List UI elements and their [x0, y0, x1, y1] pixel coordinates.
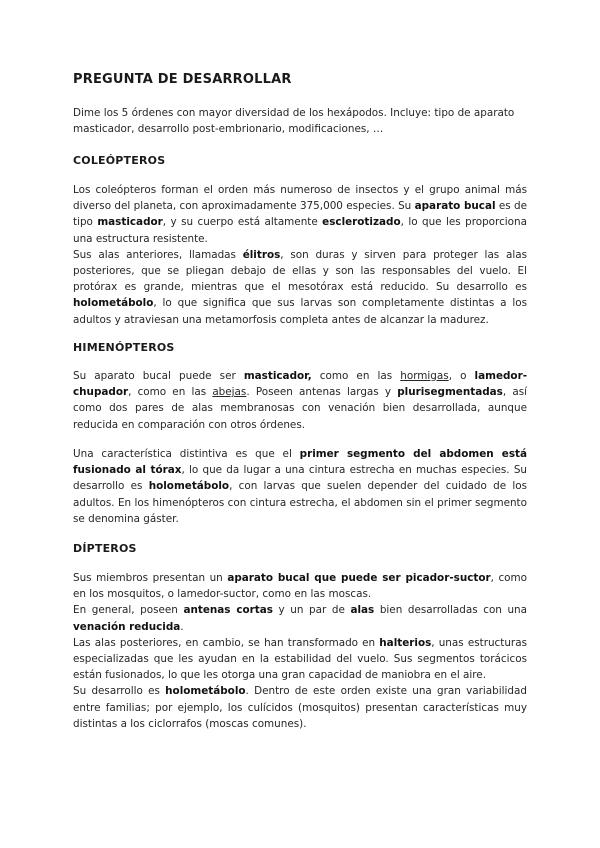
text-run: Sus miembros presentan un	[73, 572, 228, 584]
text-run: .	[180, 620, 184, 633]
text-run: Las alas posteriores, en cambio, se han transformado en	[73, 636, 380, 649]
bold-term: aparato bucal	[414, 200, 496, 213]
text-run: , como en los mosquitos, o lamedor-suctor, como en las moscas.	[73, 572, 527, 601]
text-run: Su aparato bucal puede ser	[73, 370, 244, 382]
text-run: Una característica distintiva es que el	[73, 448, 300, 460]
underlined-term: hormigas	[400, 370, 449, 382]
bold-term: masticador,	[243, 370, 312, 382]
bold-term: esclerotizado	[322, 216, 401, 229]
text-run: . Poseen antenas largas y	[246, 386, 398, 399]
text-run: , así como dos pares de alas membranosas con venación bien desarrollada, aunque reducida en comparación con otros órdenes.	[73, 386, 528, 431]
text-run: , con larvas que suelen depender del cuidado de los adultos. En los himenópteros con cintura estrecha, el abdomen sin el primer segmento se denomina gáster.	[73, 480, 527, 525]
text-run: , unas estructuras especializadas que les ayudan en la estabilidad del vuelo. Sus segmentos torácicos están fusionados, lo que les otorga una gran capacidad de maniobra en el aire.	[73, 636, 527, 682]
bold-term: venación reducida	[73, 620, 181, 633]
bold-term: aparato bucal que puede ser picador-suctor	[227, 572, 491, 584]
bold-term: plurisegmentadas	[397, 386, 503, 399]
text-run: , lo que les proporciona una estructura resistente.	[73, 216, 527, 245]
text-run: , lo que da lugar a una cintura estrecha en muchas especies. Su desarrollo es	[73, 464, 527, 493]
section-heading-dipteros: DÍPTEROS	[73, 542, 137, 555]
dipteros-paragraph	[73, 570, 527, 732]
bold-term: holometábolo	[148, 480, 230, 493]
bold-term: lamedor-chupador	[73, 370, 528, 399]
text-run: como en las	[311, 370, 401, 382]
section-heading-coleopteros: COLEÓPTEROS	[73, 154, 166, 167]
text-run: Su desarrollo es	[73, 685, 166, 698]
text-run: , o	[448, 370, 475, 382]
coleopteros-paragraph	[73, 182, 527, 328]
section-heading-himenopteros: HIMENÓPTEROS	[73, 341, 175, 354]
bold-term: halterios	[379, 636, 432, 649]
text-run: , y su cuerpo está altamente	[162, 216, 323, 229]
page-title: PREGUNTA DE DESARROLLAR	[73, 72, 292, 87]
bold-term: holometábolo	[73, 297, 154, 310]
bold-term: alas	[350, 604, 375, 617]
text-run: , lo que significa que sus larvas son completamente distintas a los adultos y atraviesan una metamorfosis completa antes de alcanzar la madurez.	[73, 297, 527, 326]
text-run: . Dentro de este orden existe una gran variabilidad entre familias; por ejemplo, los culícidos (mosquitos) presentan características muy distintas a los ciclorrafos (moscas comunes).	[73, 685, 527, 730]
bold-term: holometábolo	[165, 685, 246, 698]
text-run: Los coleópteros forman el orden más numeroso de insectos y el grupo animal más diverso del planeta, con aproximadamente 375,000 especies. Su	[73, 184, 527, 213]
bold-term: primer segmento del abdomen está fusionado al tórax	[73, 448, 527, 477]
text-run: y un par de	[272, 604, 351, 617]
bold-term: masticador	[97, 216, 163, 229]
text-run: bien desarrolladas con una	[374, 604, 528, 617]
text-run: Sus alas anteriores, llamadas	[73, 248, 243, 261]
text-run: , como en las	[128, 386, 213, 399]
text-run: es de tipo	[73, 200, 527, 229]
text-run: , son duras y sirven para proteger las alas posteriores, que se pliegan debajo de ellas y son las responsables del vuelo. El protórax es grande, mientras que el mesotórax está reducido. Su desarrollo es	[73, 248, 527, 294]
himenopteros-paragraph-2	[73, 446, 527, 527]
himenopteros-paragraph-1	[73, 368, 527, 433]
intro-paragraph: Dime los 5 órdenes con mayor diversidad de los hexápodos. Incluye: tipo de aparato masticador, desarrollo post-embrionario, modificaciones, …	[73, 107, 515, 136]
bold-term: antenas cortas	[183, 604, 273, 617]
text-run: En general, poseen	[73, 604, 184, 617]
underlined-term: abejas	[212, 386, 247, 399]
bold-term: élitros	[242, 248, 281, 261]
